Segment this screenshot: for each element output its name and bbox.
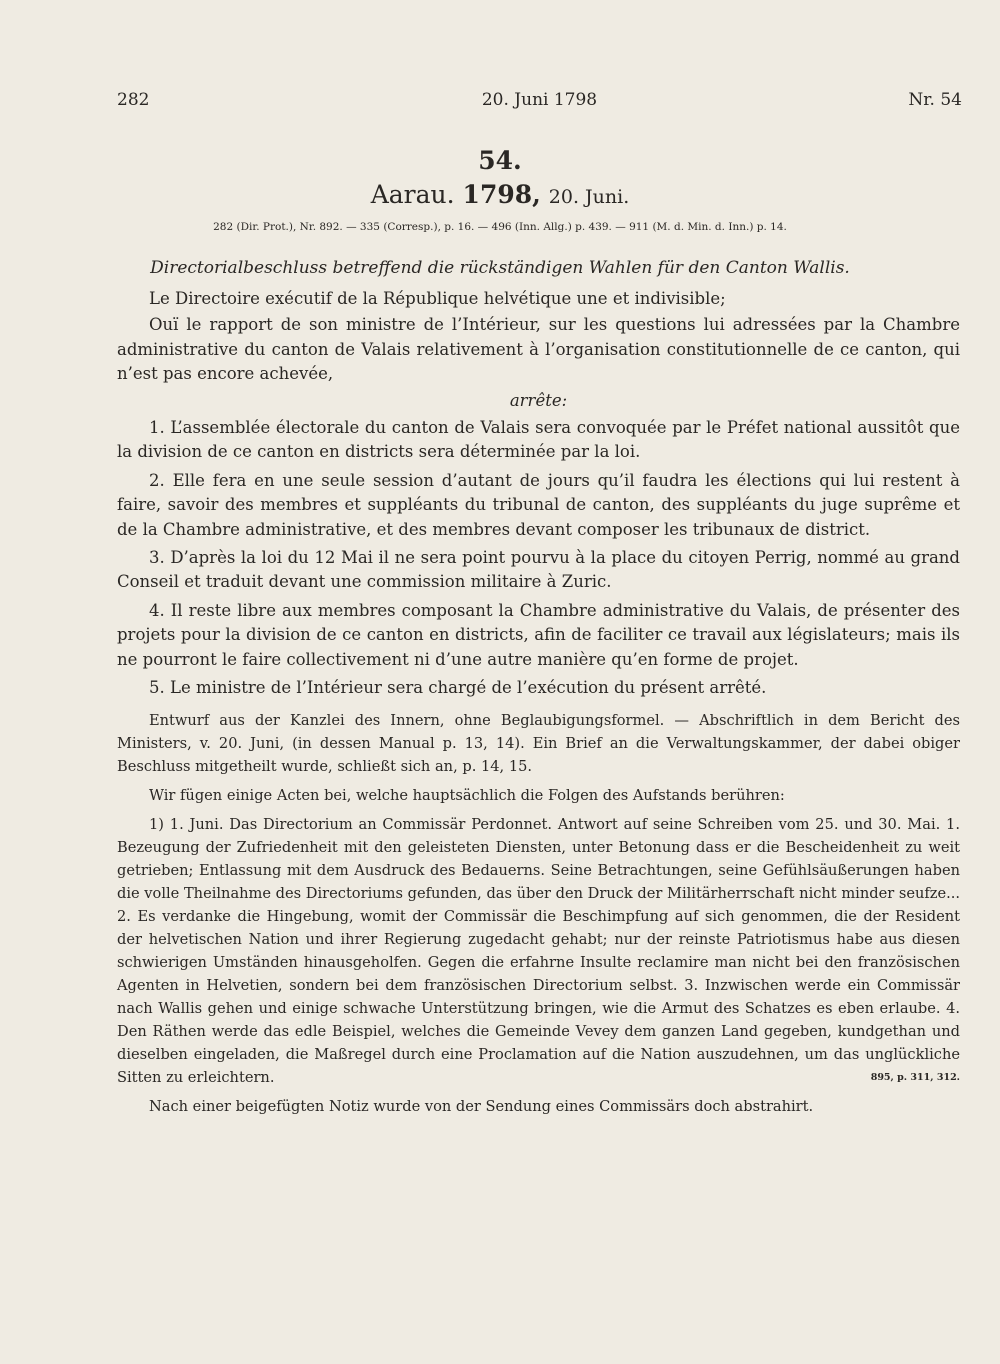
letter-reference: 895, p. 311, 312. — [870, 1071, 960, 1083]
running-header — [117, 90, 962, 114]
letter-summary: 1) 1. Juni. Das Directorium an Commissär Perdonnet. Antwort auf seine Schreiben vom 25. und 30. Mai. 1. Bezeugung der Zufriedenheit mit den geleisteten Diensten, unter Betonung dass er die Bescheidenheit zu weit getrieben; Entlassung mit dem Ausdruck des Bedauerns. Seine Betrachtungen, seine Gefühlsäußerungen haben die volle Theilnahme des Directoriums gefunden, das über den Druck der Militärherrschaft nicht minder seufze... 2. Es verdanke die Hingebung, womit der Commissär die Beschimpfung auf sich genommen, die der Resident der helvetischen Nation und ihrer Regierung zugedacht gehabt; nur der reinste Patriotismus habe aus diesen schwierigen Umständen hinausgeholfen. Gegen die erfahrne Insulte reclamire man nicht bei den französischen Agenten in Helvetien, sondern bei dem französischen Directorium selbst. 3. Inzwischen werde ein Commissär nach Wallis gehen und einige schwache Unterstützung bringen, wie die Armut des Schatzes es eben erlaube. 4. Den Räthen werde das edle Beispiel, welches die Gemeinde Vevey dem ganzen Land gegeben, kundgethan und dieselben eingeladen, die Maßregel durch eine Proclamation auf die Nation auszudehnen, um das unglückliche Sitten zu erleichtern. — [117, 815, 960, 1086]
note-letter — [117, 813, 960, 1089]
note-nach: Nach einer beigefügten Notiz wurde von der Sendung eines Commissärs doch abstrahirt. — [149, 1097, 814, 1115]
archive-references: 282 (Dir. Prot.), Nr. 892. — 335 (Corresp.), p. 16. — 496 (Inn. Allg.) p. 439. — 911 (M. d. Min. d. Inn.) p. 14. — [213, 221, 787, 233]
place-name: Aarau. — [370, 180, 455, 209]
document-number: 54. — [478, 146, 522, 175]
article: 2. Elle fera en une seule session d’autant de jours qu’il faudra les élections qui lui restent à faire, savoir des membres et suppléants du tribunal de canton, des suppléants du juge suprême et de la Chambre administrative, et des membres devant composer les tribunaux de district. — [117, 470, 960, 539]
article: 5. Le ministre de l’Intérieur sera chargé de l’exécution du présent arrêté. — [149, 678, 767, 698]
arrete-heading: arrête: — [509, 390, 568, 410]
day: 20. Juni. — [548, 186, 630, 208]
place-date-line — [0, 180, 1000, 209]
document-caption: Directorialbeschluss betreffend die rückständigen Wahlen für den Canton Wallis. — [150, 258, 850, 278]
header-date: 20. Juni 1798 — [481, 90, 598, 110]
year: 1798, — [462, 180, 541, 209]
document-body — [117, 287, 960, 1124]
article: 3. D’après la loi du 12 Mai il ne sera point pourvu à la place du citoyen Perrig, nommé au grand Conseil et traduit devant une commission militaire à Zuric. — [117, 548, 960, 592]
note-acten: Wir fügen einige Acten bei, welche hauptsächlich die Folgen des Aufstands berühren: — [149, 786, 785, 804]
preamble-line: Le Directoire exécutif de la République helvétique une et indivisible; — [149, 289, 726, 308]
header-doc-number: Nr. 54 — [908, 90, 962, 110]
page-number: 282 — [117, 90, 150, 110]
article: 4. Il reste libre aux membres composant la Chambre administrative du Valais, de présenter des projets pour la division de ce canton en districts, afin de faciliter ce travail aux législateurs; mais ils ne pourront le faire collectivement ni d’une autre manière qu’en forme de projet. — [117, 600, 960, 669]
preamble-paragraph: Ouï le rapport de son ministre de l’Intérieur, sur les questions lui adressées par la Chambre administrative du canton de Valais relativement à l’organisation constitutionnelle de ce canton, qui n’est pas encore achevée, — [117, 315, 960, 384]
article: 1. L’assemblée électorale du canton de Valais sera convoquée par le Préfet national aussitôt que la division de ce canton en districts sera déterminée par la loi. — [117, 418, 960, 462]
editorial-notes — [117, 709, 960, 1118]
decree-text — [117, 287, 960, 701]
note-entwurf: Entwurf aus der Kanzlei des Innern, ohne Beglaubigungsformel. — Abschriftlich in dem Bericht des Ministers, v. 20. Juni, (in dessen Manual p. 13, 14). Ein Brief an die Verwaltungskammer, der dabei obiger Beschluss mitgetheilt wurde, schließt sich an, p. 14, 15. — [117, 711, 960, 775]
